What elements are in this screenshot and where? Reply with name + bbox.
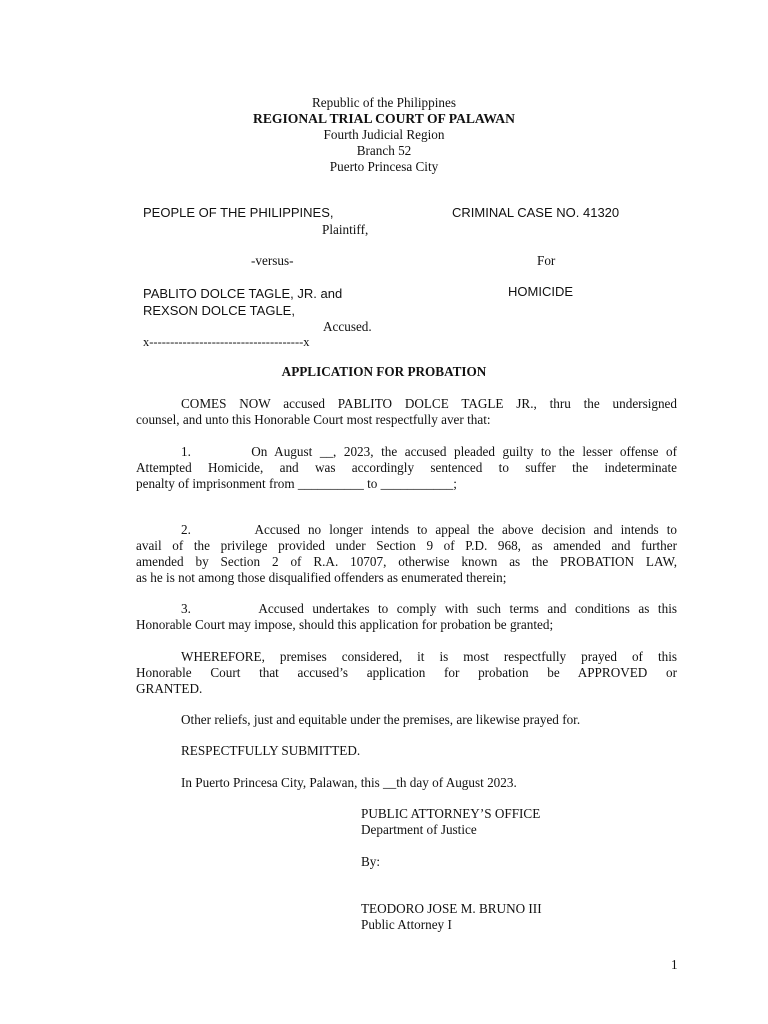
court-name: REGIONAL TRIAL COURT OF PALAWAN bbox=[253, 111, 515, 126]
wherefore-line-2: Honorable Court that accused’s application for probation be APPROVED or bbox=[136, 665, 677, 680]
date-line: In Puerto Princesa City, Palawan, this __th day of August 2023. bbox=[181, 775, 517, 790]
other-reliefs: Other reliefs, just and equitable under the premises, are likewise prayed for. bbox=[181, 712, 581, 727]
republic-line: Republic of the Philippines bbox=[312, 95, 456, 110]
versus-label: -versus- bbox=[251, 253, 294, 268]
para1-line-1: 1. On August __, 2023, the accused pleaded guilty to the lesser offense of bbox=[181, 444, 677, 459]
para2-line-3: amended by Section 2 of R.A. 10707, otherwise known as the PROBATION LAW, bbox=[136, 554, 677, 569]
case-number: CRIMINAL CASE NO. 41320 bbox=[452, 205, 620, 220]
plaintiff-role: Plaintiff, bbox=[322, 222, 369, 237]
by-label: By: bbox=[361, 854, 381, 869]
para2-line-2: avail of the privilege provided under Section 9 of P.D. 968, as amended and further bbox=[136, 538, 677, 553]
para1-line-2: Attempted Homicide, and was accordingly sentenced to suffer the indeterminate bbox=[136, 460, 677, 475]
for-label: For bbox=[537, 253, 556, 268]
attorney-position: Public Attorney I bbox=[361, 917, 452, 932]
para2-line-1: 2. Accused no longer intends to appeal the above decision and intends to bbox=[181, 522, 677, 537]
plaintiff-name: PEOPLE OF THE PHILIPPINES, bbox=[143, 205, 334, 220]
offense-label: HOMICIDE bbox=[508, 284, 573, 299]
para3-line-1: 3. Accused undertakes to comply with such terms and conditions as this bbox=[181, 601, 677, 616]
intro-line-2: counsel, and unto this Honorable Court most respectfully aver that: bbox=[136, 412, 491, 427]
para2-line-4: as he is not among those disqualified offenders as enumerated therein; bbox=[136, 570, 507, 585]
attorney-name: TEODORO JOSE M. BRUNO III bbox=[361, 901, 542, 916]
branch-line: Branch 52 bbox=[356, 143, 412, 158]
wherefore-line-1: WHEREFORE, premises considered, it is most respectfully prayed of this bbox=[181, 649, 677, 664]
wherefore-line-3: GRANTED. bbox=[136, 681, 203, 696]
caption-separator: x-------------------------------------x bbox=[143, 335, 310, 349]
city-line: Puerto Princesa City bbox=[329, 159, 439, 174]
judicial-region: Fourth Judicial Region bbox=[323, 127, 445, 142]
para1-line-3: penalty of imprisonment from __________ to ___________; bbox=[136, 476, 457, 491]
para3-line-2: Honorable Court may impose, should this application for probation be granted; bbox=[136, 617, 554, 632]
document-title: APPLICATION FOR PROBATION bbox=[281, 364, 487, 379]
accused-role: Accused. bbox=[323, 319, 372, 334]
office-name: PUBLIC ATTORNEY’S OFFICE bbox=[361, 806, 541, 821]
respectfully-submitted: RESPECTFULLY SUBMITTED. bbox=[181, 743, 361, 758]
page-number: 1 bbox=[671, 957, 678, 972]
intro-line-1: COMES NOW accused PABLITO DOLCE TAGLE JR., thru the undersigned bbox=[181, 396, 677, 411]
accused-line-2: REXSON DOLCE TAGLE, bbox=[143, 303, 295, 318]
accused-line-1: PABLITO DOLCE TAGLE, JR. and bbox=[143, 286, 343, 301]
department-name: Department of Justice bbox=[361, 822, 477, 837]
